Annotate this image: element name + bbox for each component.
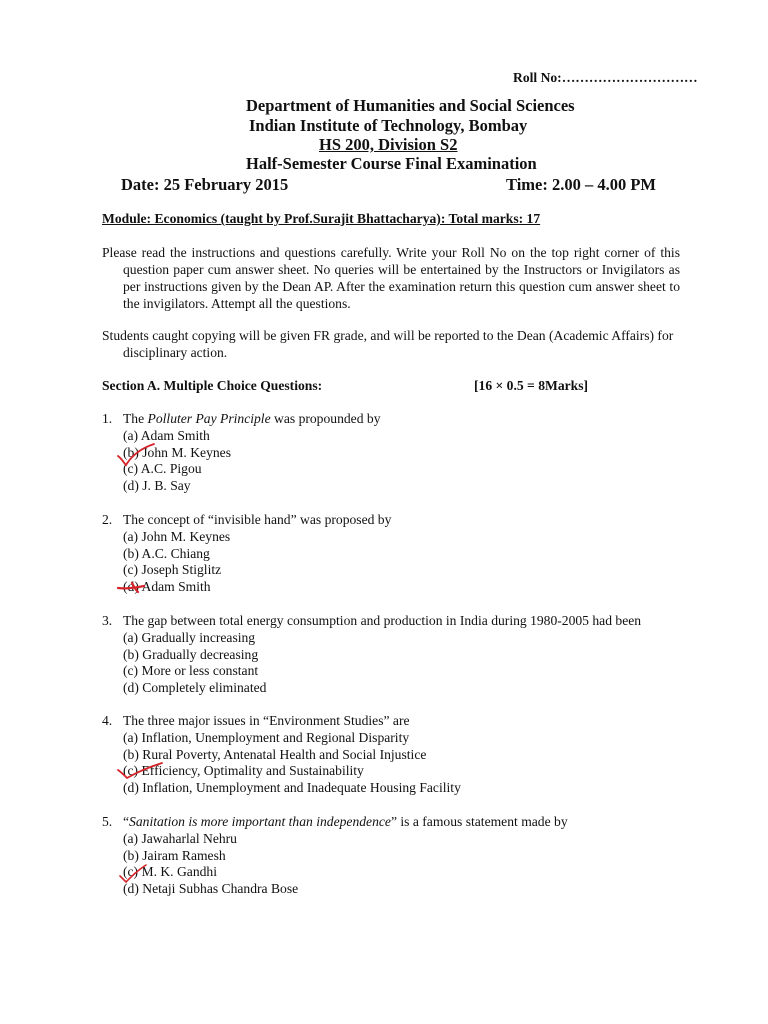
question-stem: “Sanitation is more important than independence” is a famous statement made by <box>123 814 568 829</box>
option-c[interactable]: (c) Joseph Stiglitz <box>123 562 222 578</box>
option-b[interactable]: (b) Rural Poverty, Antenatal Health and Social Injustice <box>123 746 427 762</box>
option-c[interactable]: (c) M. K. Gandhi <box>123 864 218 880</box>
warning-text: Students caught copying will be given FR grade, and will be reported to the Dean (Academic Affairs) for disciplinary action. <box>102 328 674 360</box>
option-c[interactable]: (c) A.C. Pigou <box>123 461 202 477</box>
options-list <box>123 730 461 797</box>
option-b[interactable]: (b) A.C. Chiang <box>123 545 210 561</box>
option-d[interactable]: (d) Completely eliminated <box>123 680 267 696</box>
exam-date: Date: 25 February 2015 <box>121 175 289 194</box>
answer-tick-mark-q5 <box>118 864 148 884</box>
copying-warning <box>102 327 680 361</box>
question-number: 5. <box>102 814 113 829</box>
answer-tick-mark-q1 <box>116 443 156 469</box>
section-title: Section A. Multiple Choice Questions: <box>102 378 323 393</box>
question-number: 4. <box>102 713 113 728</box>
option-a[interactable]: (a) Gradually increasing <box>123 629 256 645</box>
option-b[interactable]: (b) Jairam Ramesh <box>123 847 226 863</box>
answer-tick-mark-q4 <box>116 762 164 782</box>
question-stem: The Polluter Pay Principle was propounded by <box>123 411 381 426</box>
question-number: 1. <box>102 411 113 426</box>
option-b[interactable]: (b) Gradually decreasing <box>123 646 259 662</box>
question-number: 2. <box>102 512 113 527</box>
department-title: Department of Humanities and Social Sciences <box>246 96 575 115</box>
option-c[interactable]: (c) Efficiency, Optimality and Sustainability <box>123 763 364 779</box>
course-title: HS 200, Division S2 <box>319 135 458 154</box>
question-stem: The gap between total energy consumption and production in India during 1980-2005 had been <box>123 613 642 628</box>
option-a[interactable]: (a) Jawaharlal Nehru <box>123 830 237 846</box>
exam-time: Time: 2.00 – 4.00 PM <box>506 175 657 194</box>
instructions-paragraph <box>102 244 680 312</box>
module-line: Module: Economics (taught by Prof.Surajit Bhattacharya): Total marks: 17 <box>102 211 541 226</box>
option-a[interactable]: (a) Inflation, Unemployment and Regional Disparity <box>123 729 410 745</box>
option-a[interactable]: (a) John M. Keynes <box>123 528 231 544</box>
question-number: 3. <box>102 613 113 628</box>
institute-title: Indian Institute of Technology, Bombay <box>249 116 528 135</box>
options-list <box>123 831 298 898</box>
exam-title: Half-Semester Course Final Examination <box>246 154 537 173</box>
instruction-text: Please read the instructions and questions carefully. Write your Roll No on the top right corner of this question paper cum answer sheet. No queries will be entertained by the Instructors or Invigilators as per instructions given by the Dean AP. After the examination return this question cum answer sheet to the invigilators. Attempt all the questions. <box>102 245 680 311</box>
option-d[interactable]: (d) Netaji Subhas Chandra Bose <box>123 881 299 897</box>
roll-no-field: Roll No:………………………… <box>513 70 698 85</box>
options-list <box>123 630 266 697</box>
answer-tick-mark-q2 <box>116 580 146 596</box>
section-marks: [16 × 0.5 = 8Marks] <box>474 378 589 393</box>
option-d[interactable]: (d) J. B. Say <box>123 478 191 494</box>
question-stem: The three major issues in “Environment Studies” are <box>123 713 410 728</box>
option-b[interactable]: (b) John M. Keynes <box>123 444 231 460</box>
option-d[interactable]: (d) Adam Smith <box>123 579 211 595</box>
option-a[interactable]: (a) Adam Smith <box>123 427 210 443</box>
option-d[interactable]: (d) Inflation, Unemployment and Inadequate Housing Facility <box>123 780 461 796</box>
question-stem: The concept of “invisible hand” was proposed by <box>123 512 392 527</box>
option-c[interactable]: (c) More or less constant <box>123 663 259 679</box>
